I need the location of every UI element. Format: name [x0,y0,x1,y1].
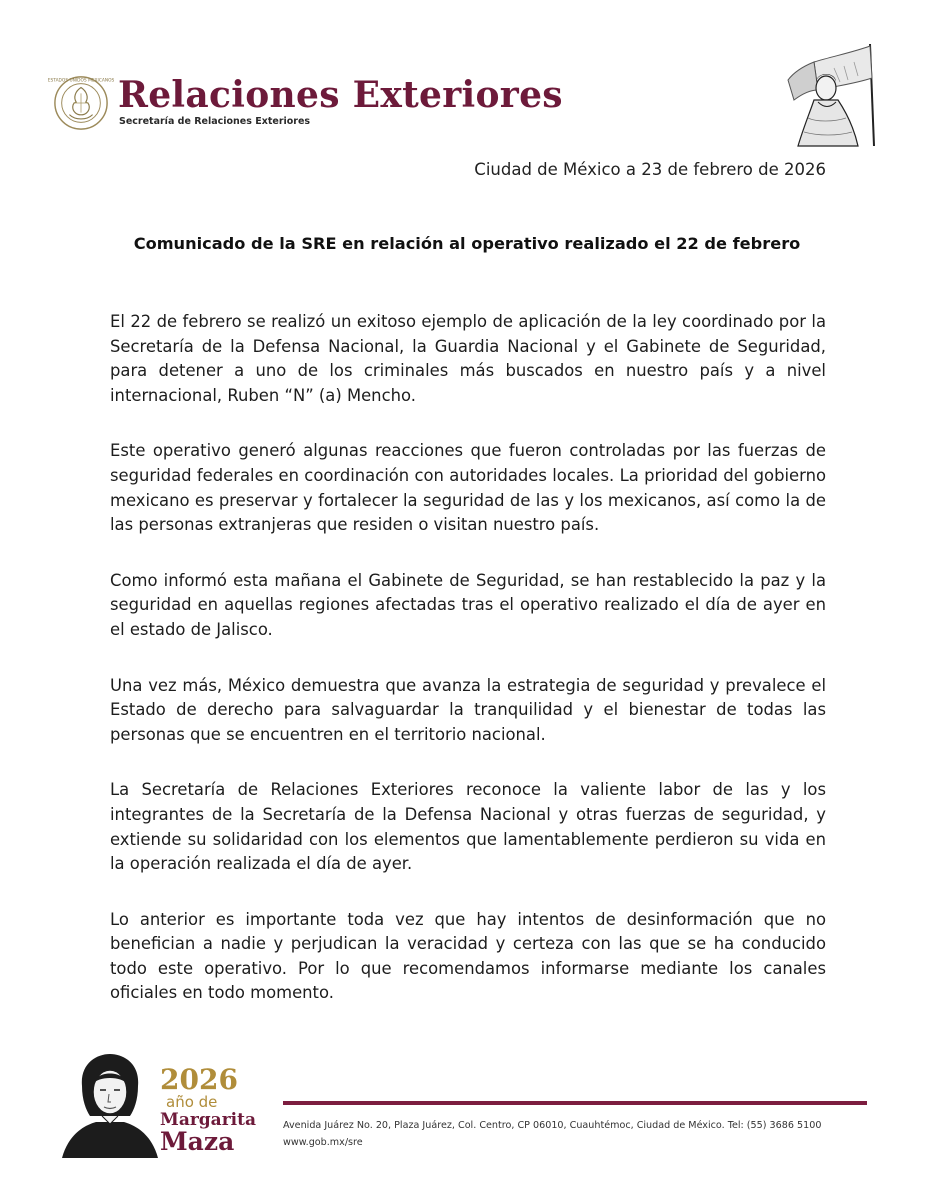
year-number: 2026 [160,1063,238,1096]
seal-text: ESTADOS UNIDOS MEXICANOS [47,78,115,84]
honoree-first-name: Margarita [160,1110,256,1130]
paragraph: La Secretaría de Relaciones Exteriores reconoce la valiente labor de las y los integrantes de la Secretaría de la Defensa Nacional y otras fuerzas de seguridad, y extiende su solidaridad con los elementos que lamentablemente perdieron su vida en la operación realizada el día de ayer. [110,780,826,874]
paragraph: Como informó esta mañana el Gabinete de Seguridad, se han restablecido la paz y la seguridad en aquellas regiones afectadas tras el operativo realizado el día de ayer en el estado de Jalisco. [110,570,826,639]
paragraph: El 22 de febrero se realizó un exitoso ejemplo de aplicación de la ley coordinado por la Secretaría de la Defensa Nacional, la Guardia Nacional y el Gabinete de Seguridad, para detener a uno de los criminales más buscados en nuestro país y a nivel internacional, Ruben “N” (a) Mencho. [110,312,826,405]
letterhead [47,72,882,162]
footer-address: Avenida Juárez No. 20, Plaza Juárez, Col. Centro, CP 06010, Cuauhtémoc, Ciudad de México. Tel: (55) 3686 5100 [283,1120,822,1131]
document-date: Ciudad de México a 23 de febrero de 2026 [474,160,826,179]
footer-divider [283,1101,867,1105]
brand-subtitle: Secretaría de Relaciones Exteriores [119,116,311,127]
honoree-last-name: Maza [160,1127,235,1156]
document-title: Comunicado de la SRE en relación al operativo realizado el 22 de febrero [133,234,801,253]
margarita-maza-portrait-icon [62,1050,158,1158]
paragraph: Este operativo generó algunas reacciones que fueron controladas por las fuerzas de seguridad federales en coordinación con autoridades locales. La prioridad del gobierno mexicano es preservar y fortalecer la seguridad de las y los mexicanos, así como la de las personas extranjeras que residen o visitan nuestro país. [110,441,826,535]
year-caption: año de [166,1093,218,1111]
year-badge [160,1063,256,1156]
brand-title: Relaciones Exteriores [118,74,563,116]
footer-website: www.gob.mx/sre [283,1137,363,1148]
paragraph: Lo anterior es importante toda vez que hay intentos de desinformación que no benefician a nadie y perjudican la veracidad y certeza con las que se ha conducido todo este operativo. Por lo que recomendamos informarse mediante los canales oficiales en todo momento. [110,909,826,1003]
paragraph: Una vez más, México demuestra que avanza la estrategia de seguridad y prevalece el Estado de derecho para salvaguardar la tranquilidad y el bienestar de todas las personas que se encuentren en el territorio nacional. [110,675,826,744]
footer [0,1040,934,1190]
document-body [110,310,826,1037]
coat-of-arms-icon [47,74,115,132]
heroine-with-flag-icon [774,42,884,150]
